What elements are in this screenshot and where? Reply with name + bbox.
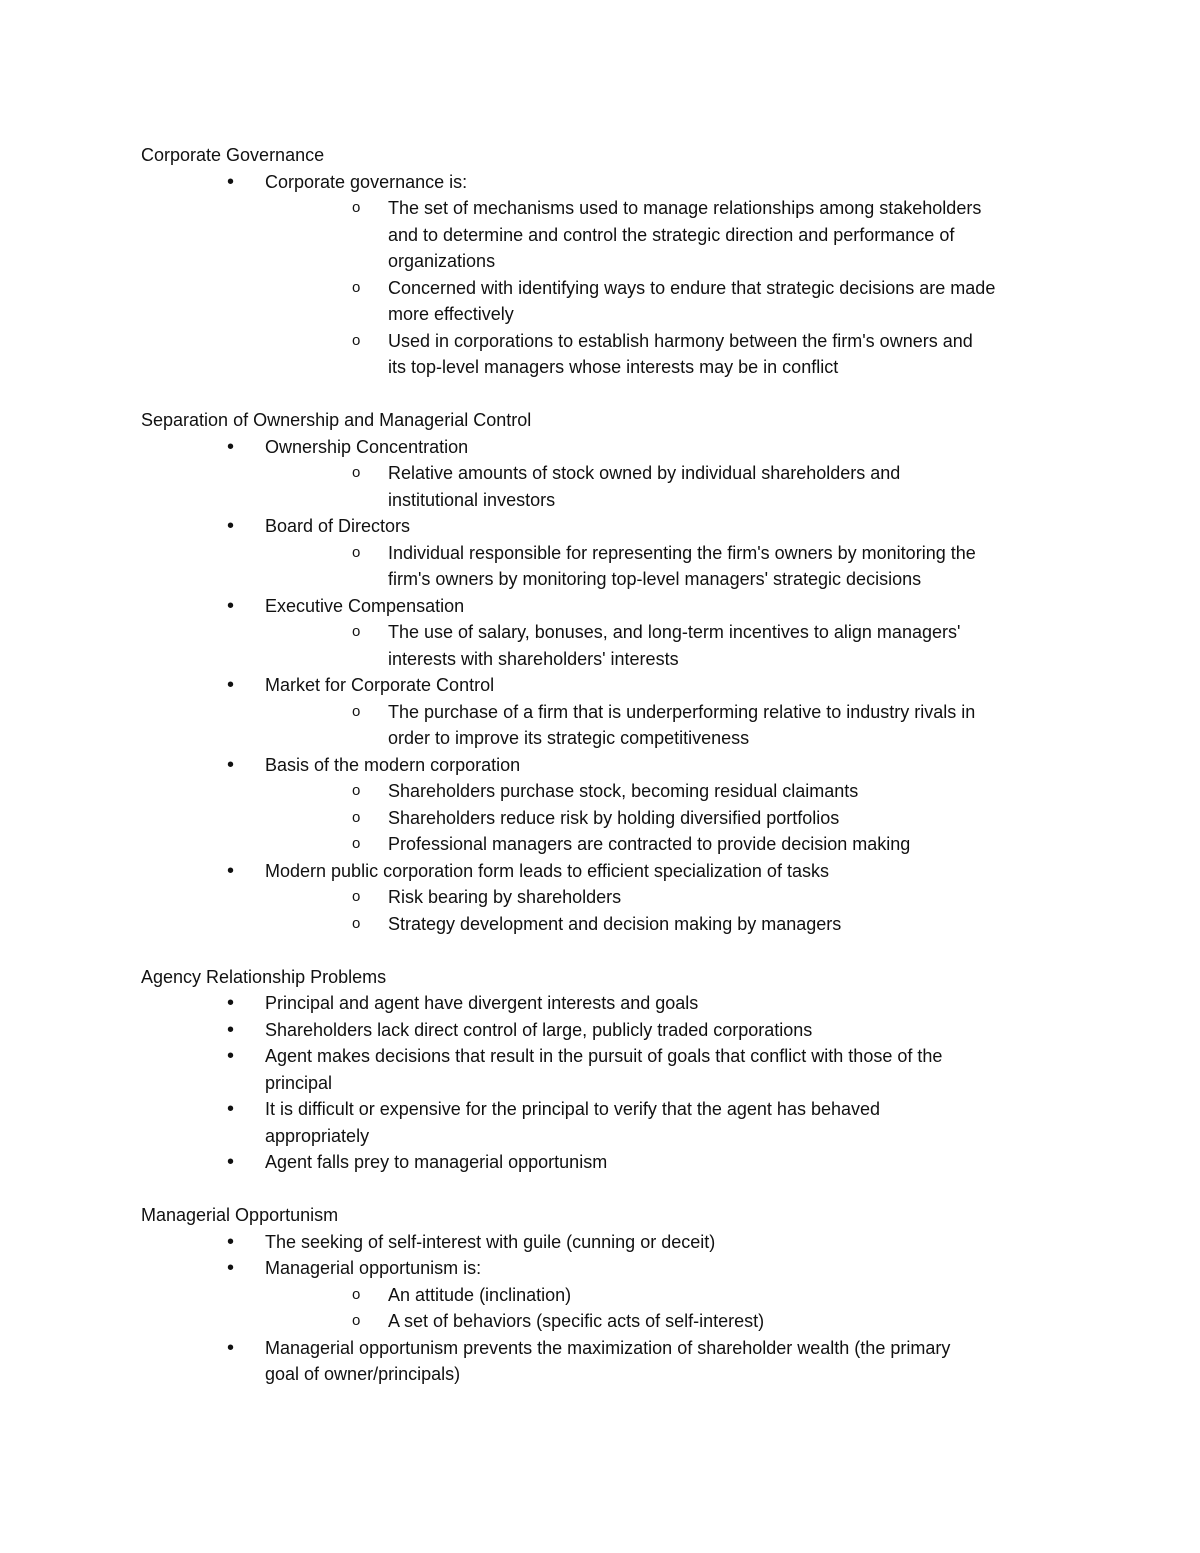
bullet-item (141, 593, 1081, 620)
text-line: Individual responsible for representing the firm's owners by monitoring the (388, 542, 976, 563)
bullet-item (141, 1017, 1081, 1044)
text-line: An attitude (inclination) (388, 1284, 572, 1305)
bullet-dot-icon: • (227, 859, 235, 882)
bullet-text: Corporate governance is: (265, 171, 468, 192)
text-line: Relative amounts of stock owned by individual shareholders and (388, 463, 901, 483)
text-line: Concerned with identifying ways to endure that strategic decisions are made (388, 277, 996, 298)
bullet-text: Managerial opportunism is: (265, 1258, 482, 1278)
bullet-text: Executive Compensation (265, 595, 465, 616)
sub-bullet-item (141, 328, 1081, 381)
text-line: institutional investors (388, 489, 556, 510)
section-heading: Agency Relationship Problems (141, 966, 387, 987)
hollow-circle-icon: o (352, 914, 361, 932)
text-line: Principal and agent have divergent interests and goals (265, 993, 699, 1013)
bullet-item (141, 434, 1081, 461)
text-line: The purchase of a firm that is underperforming relative to industry rivals in (388, 701, 976, 722)
bullet-item (141, 1043, 1081, 1096)
sub-bullet-item (141, 1282, 1081, 1309)
text-line: goal of owner/principals) (265, 1364, 461, 1384)
text-line: Shareholders purchase stock, becoming residual claimants (388, 781, 859, 801)
text-line: The seeking of self-interest with guile (cunning or deceit) (265, 1231, 716, 1252)
sub-bullet-item (141, 805, 1081, 832)
hollow-circle-icon: o (352, 1285, 361, 1303)
hollow-circle-icon: o (352, 782, 361, 799)
bullet-item (141, 169, 1081, 196)
sub-bullet-item (141, 699, 1081, 752)
bullet-dot-icon: • (227, 1045, 235, 1067)
hollow-circle-icon: o (352, 331, 361, 349)
hollow-circle-icon: o (352, 464, 361, 481)
sub-bullet-item (141, 778, 1081, 805)
sub-bullet-item (141, 619, 1081, 672)
hollow-circle-icon: o (352, 835, 361, 852)
bullet-dot-icon: • (227, 1151, 235, 1173)
sub-bullet-item (141, 195, 1081, 275)
hollow-circle-icon: o (352, 702, 361, 720)
bullet-item (141, 1096, 1081, 1149)
text-line: more effectively (388, 304, 514, 324)
bullet-dot-icon: • (227, 1257, 235, 1279)
text-line: and to determine and control the strategic direction and performance of (388, 224, 955, 245)
bullet-item (141, 1149, 1081, 1176)
section-heading: Separation of Ownership and Managerial Control (141, 410, 532, 430)
section-heading: Corporate Governance (141, 145, 325, 165)
bullet-dot-icon: • (227, 1018, 235, 1041)
text-line: Agent makes decisions that result in the pursuit of goals that conflict with those of the (265, 1046, 943, 1066)
bullet-text: Ownership Concentration (265, 436, 469, 457)
text-line: Shareholders reduce risk by holding diversified portfolios (388, 807, 840, 828)
bullet-dot-icon: • (227, 1336, 235, 1359)
sub-bullet-item (141, 540, 1081, 593)
text-line: It is difficult or expensive for the principal to verify that the agent has behaved (265, 1099, 881, 1119)
text-line: principal (265, 1072, 333, 1093)
section-heading: Managerial Opportunism (141, 1205, 339, 1225)
bullet-item (141, 752, 1081, 779)
hollow-circle-icon: o (352, 1312, 361, 1329)
bullet-dot-icon: • (227, 1098, 235, 1120)
bullet-dot-icon: • (227, 170, 235, 193)
text-line: order to improve its strategic competitiveness (388, 728, 750, 748)
text-line: A set of behaviors (specific acts of self-interest) (388, 1311, 765, 1331)
text-line: Strategy development and decision making by managers (388, 913, 842, 934)
bullet-item (141, 672, 1081, 699)
sub-bullet-item (141, 460, 1081, 513)
bullet-dot-icon: • (227, 515, 235, 537)
bullet-item (141, 1255, 1081, 1282)
text-line: Shareholders lack direct control of large, publicly traded corporations (265, 1019, 813, 1040)
bullet-item (141, 1229, 1081, 1256)
document-body (141, 142, 1081, 1414)
sub-bullet-item (141, 831, 1081, 858)
sub-bullet-item (141, 1308, 1081, 1335)
text-line: its top-level managers whose interests may be in conflict (388, 357, 839, 377)
text-line: interests with shareholders' interests (388, 648, 679, 669)
sub-bullet-item (141, 911, 1081, 938)
bullet-text: Basis of the modern corporation (265, 754, 521, 775)
bullet-dot-icon: • (227, 992, 235, 1014)
hollow-circle-icon: o (352, 888, 361, 905)
section (141, 964, 1081, 1176)
text-line: Agent falls prey to managerial opportunism (265, 1152, 608, 1172)
text-line: organizations (388, 251, 496, 271)
bullet-dot-icon: • (227, 1230, 235, 1253)
bullet-text: Board of Directors (265, 516, 411, 536)
text-line: The set of mechanisms used to manage relationships among stakeholders (388, 198, 982, 218)
sub-bullet-item (141, 275, 1081, 328)
bullet-item (141, 1335, 1081, 1388)
text-line: Used in corporations to establish harmony between the firm's owners and (388, 330, 973, 351)
hollow-circle-icon: o (352, 808, 361, 826)
bullet-dot-icon: • (227, 753, 235, 776)
bullet-text: Modern public corporation form leads to efficient specialization of tasks (265, 860, 829, 881)
hollow-circle-icon: o (352, 623, 361, 640)
text-line: Risk bearing by shareholders (388, 887, 622, 907)
bullet-item (141, 513, 1081, 540)
hollow-circle-icon: o (352, 199, 361, 216)
text-line: Managerial opportunism prevents the maximization of shareholder wealth (the primary (265, 1337, 951, 1358)
bullet-dot-icon: • (227, 594, 235, 617)
section (141, 142, 1081, 381)
section (141, 407, 1081, 937)
bullet-item (141, 990, 1081, 1017)
text-line: appropriately (265, 1125, 370, 1146)
text-line: Professional managers are contracted to provide decision making (388, 834, 911, 854)
text-line: firm's owners by monitoring top-level managers' strategic decisions (388, 569, 922, 589)
bullet-dot-icon: • (227, 674, 235, 696)
hollow-circle-icon: o (352, 278, 361, 296)
sub-bullet-item (141, 884, 1081, 911)
section (141, 1202, 1081, 1388)
bullet-item (141, 858, 1081, 885)
bullet-dot-icon: • (227, 435, 235, 458)
hollow-circle-icon: o (352, 543, 361, 561)
bullet-text: Market for Corporate Control (265, 675, 495, 695)
text-line: The use of salary, bonuses, and long-term incentives to align managers' (388, 622, 961, 642)
